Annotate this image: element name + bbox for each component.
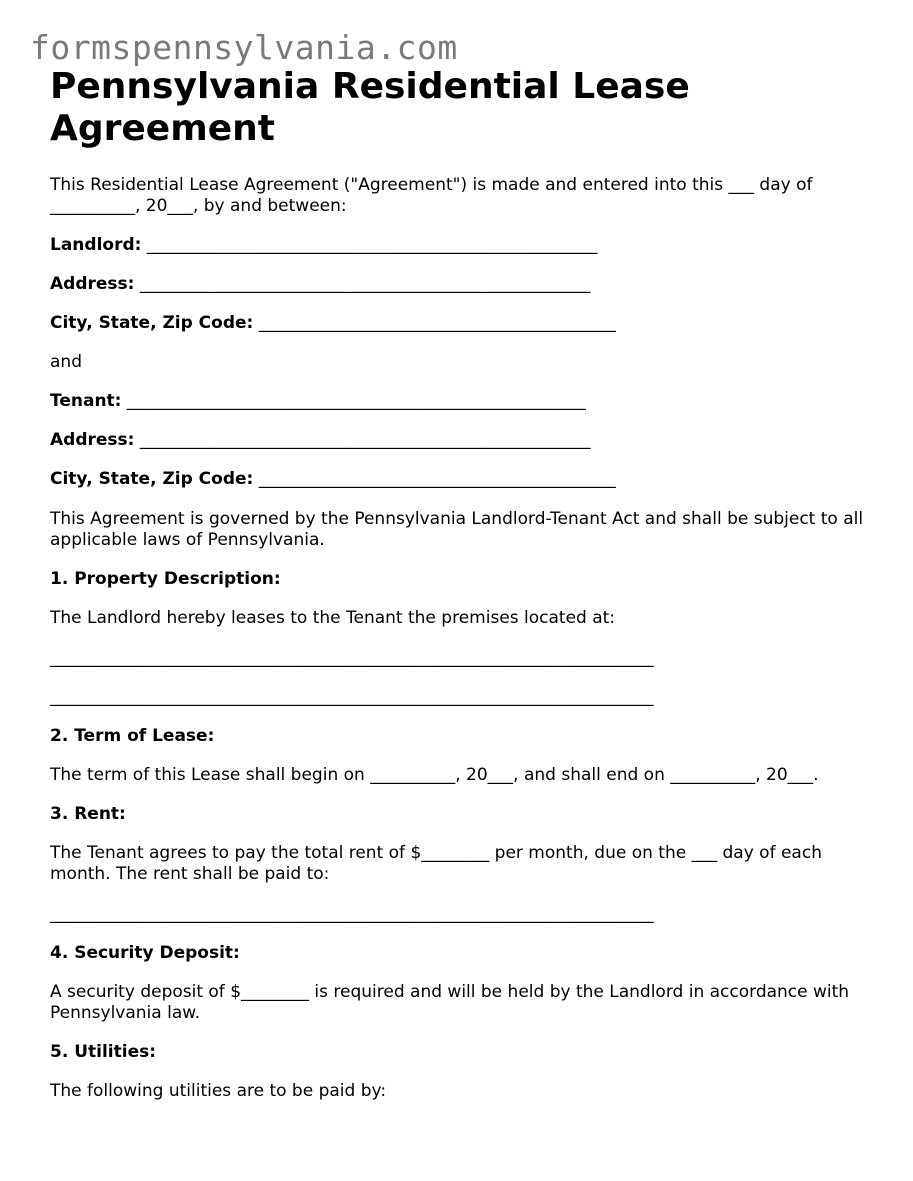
property-heading: 1. Property Description:	[50, 569, 281, 589]
utilities-text: The following utilities are to be paid by:	[50, 1081, 387, 1101]
term-text: The term of this Lease shall begin on __________, 20___, and shall end on __________, 20___.	[50, 765, 819, 785]
landlord-address-line	[50, 274, 880, 295]
rent-text: The Tenant agrees to pay the total rent of $________ per month, due on the ___ day of each month. The rent shall be paid to:	[50, 843, 822, 884]
rent-blank-line: _______________________________________________________________________	[50, 904, 654, 924]
tenant-address-label: Address:	[50, 430, 135, 450]
property-blank-line-2: _______________________________________________________________________	[50, 687, 654, 707]
tenant-name-label: Tenant:	[50, 391, 122, 411]
rent-heading: 3. Rent:	[50, 804, 126, 824]
deposit-text: A security deposit of $________ is required and will be held by the Landlord in accordance with Pennsylvania law.	[50, 982, 850, 1023]
term-heading: 2. Term of Lease:	[50, 726, 215, 746]
landlord-city-blank: __________________________________________	[258, 313, 616, 333]
landlord-name-blank: _____________________________________________________	[146, 235, 598, 255]
landlord-city-label: City, State, Zip Code:	[50, 313, 254, 333]
tenant-address-blank: _____________________________________________________	[139, 430, 591, 450]
landlord-address-label: Address:	[50, 274, 135, 294]
tenant-name-line	[50, 391, 880, 412]
site-watermark: formspennsylvania.com	[30, 28, 458, 67]
tenant-address-line	[50, 430, 880, 451]
landlord-name-line	[50, 235, 880, 256]
landlord-name-label: Landlord:	[50, 235, 142, 255]
document-title: Pennsylvania Residential Lease Agreement	[50, 66, 690, 149]
tenant-city-label: City, State, Zip Code:	[50, 469, 254, 489]
intro-paragraph: This Residential Lease Agreement ("Agreement") is made and entered into this ___ day of __________, 20___, by and between:	[50, 175, 813, 216]
tenant-city-blank: __________________________________________	[258, 469, 616, 489]
tenant-city-line	[50, 469, 880, 490]
governing-paragraph: This Agreement is governed by the Pennsylvania Landlord-Tenant Act and shall be subject to all applicable laws of Pennsylvania.	[50, 509, 864, 550]
landlord-address-blank: _____________________________________________________	[139, 274, 591, 294]
and-text: and	[50, 352, 82, 372]
tenant-name-blank: ______________________________________________________	[126, 391, 586, 411]
landlord-city-line	[50, 313, 880, 334]
property-blank-line-1: _______________________________________________________________________	[50, 648, 654, 668]
utilities-heading: 5. Utilities:	[50, 1042, 157, 1062]
property-text: The Landlord hereby leases to the Tenant the premises located at:	[50, 608, 616, 628]
deposit-heading: 4. Security Deposit:	[50, 943, 240, 963]
